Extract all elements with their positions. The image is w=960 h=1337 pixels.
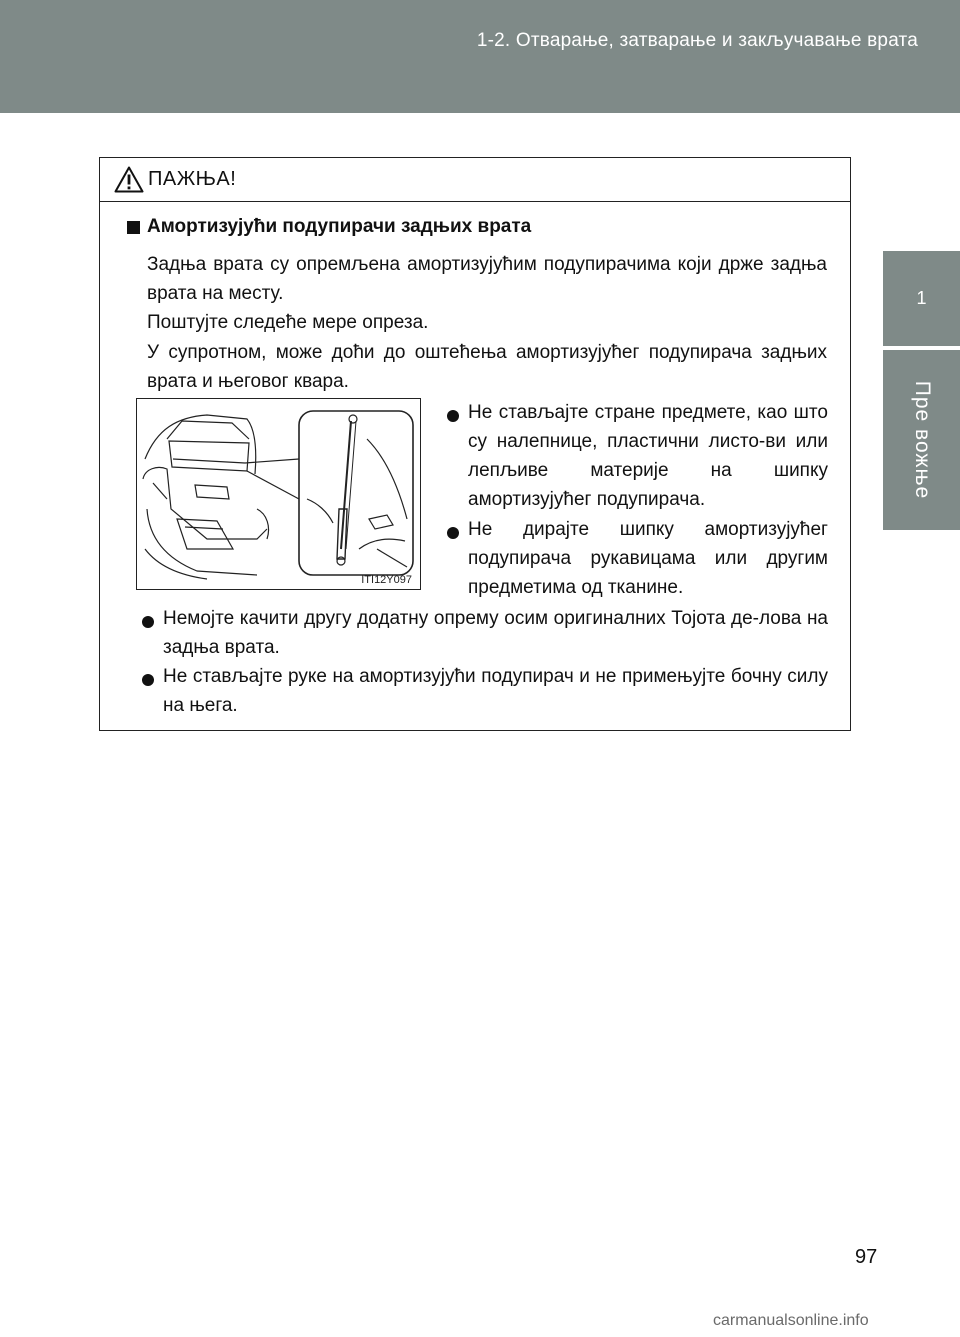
- caution-paragraph: У супротном, може доћи до оштећења амортизујућег подупирача задњих врата и његовог квара.: [147, 342, 827, 392]
- page-number: 97: [855, 1246, 878, 1268]
- section-title: 1-2. Отварање, затварање и закључавање врата: [476, 30, 918, 51]
- caution-bullet: Не стављајте стране предмете, као што су налепнице, пластични листо-ви или лепљиве материје на шипку амортизујућег подупирача.: [468, 402, 828, 510]
- caution-section-title: Амортизујући подупирачи задњих врата: [147, 216, 532, 237]
- chapter-label-tab: [883, 350, 960, 530]
- caution-bullet: Немојте качити другу додатну опрему осим оригиналних Тојота де-лова на задња врата.: [163, 608, 828, 658]
- caution-bullet: Не дирајте шипку амортизујућег подупирача рукавицама или другим предметима од тканине.: [468, 519, 828, 598]
- caution-header: [100, 158, 850, 202]
- tailgate-strut-drawing: [137, 399, 420, 589]
- watermark: carmanualsonline.info: [713, 1312, 869, 1329]
- bullet-icon: [447, 410, 459, 422]
- chapter-number-tab: 1: [883, 251, 960, 346]
- strut-illustration: [136, 398, 421, 590]
- header-band: [0, 0, 960, 113]
- bullet-icon: [142, 674, 154, 686]
- warning-triangle-icon: [114, 166, 144, 193]
- caution-paragraph: Поштујте следеће мере опреза.: [147, 312, 429, 333]
- section-square-icon: [127, 221, 140, 234]
- bullet-icon: [447, 527, 459, 539]
- caution-bullet: Не стављајте руке на амортизујући подупирач и не примењујте бочну силу на њега.: [163, 666, 828, 716]
- chapter-label: Пре вожње: [910, 380, 934, 500]
- caution-paragraph: Задња врата су опремљена амортизујућим подупирачима који држе задња врата на месту.: [147, 254, 827, 304]
- caution-label: ПАЖЊА!: [148, 168, 237, 190]
- figure-code: ITI12Y097: [361, 574, 412, 586]
- bullet-icon: [142, 616, 154, 628]
- caution-box: [99, 157, 851, 731]
